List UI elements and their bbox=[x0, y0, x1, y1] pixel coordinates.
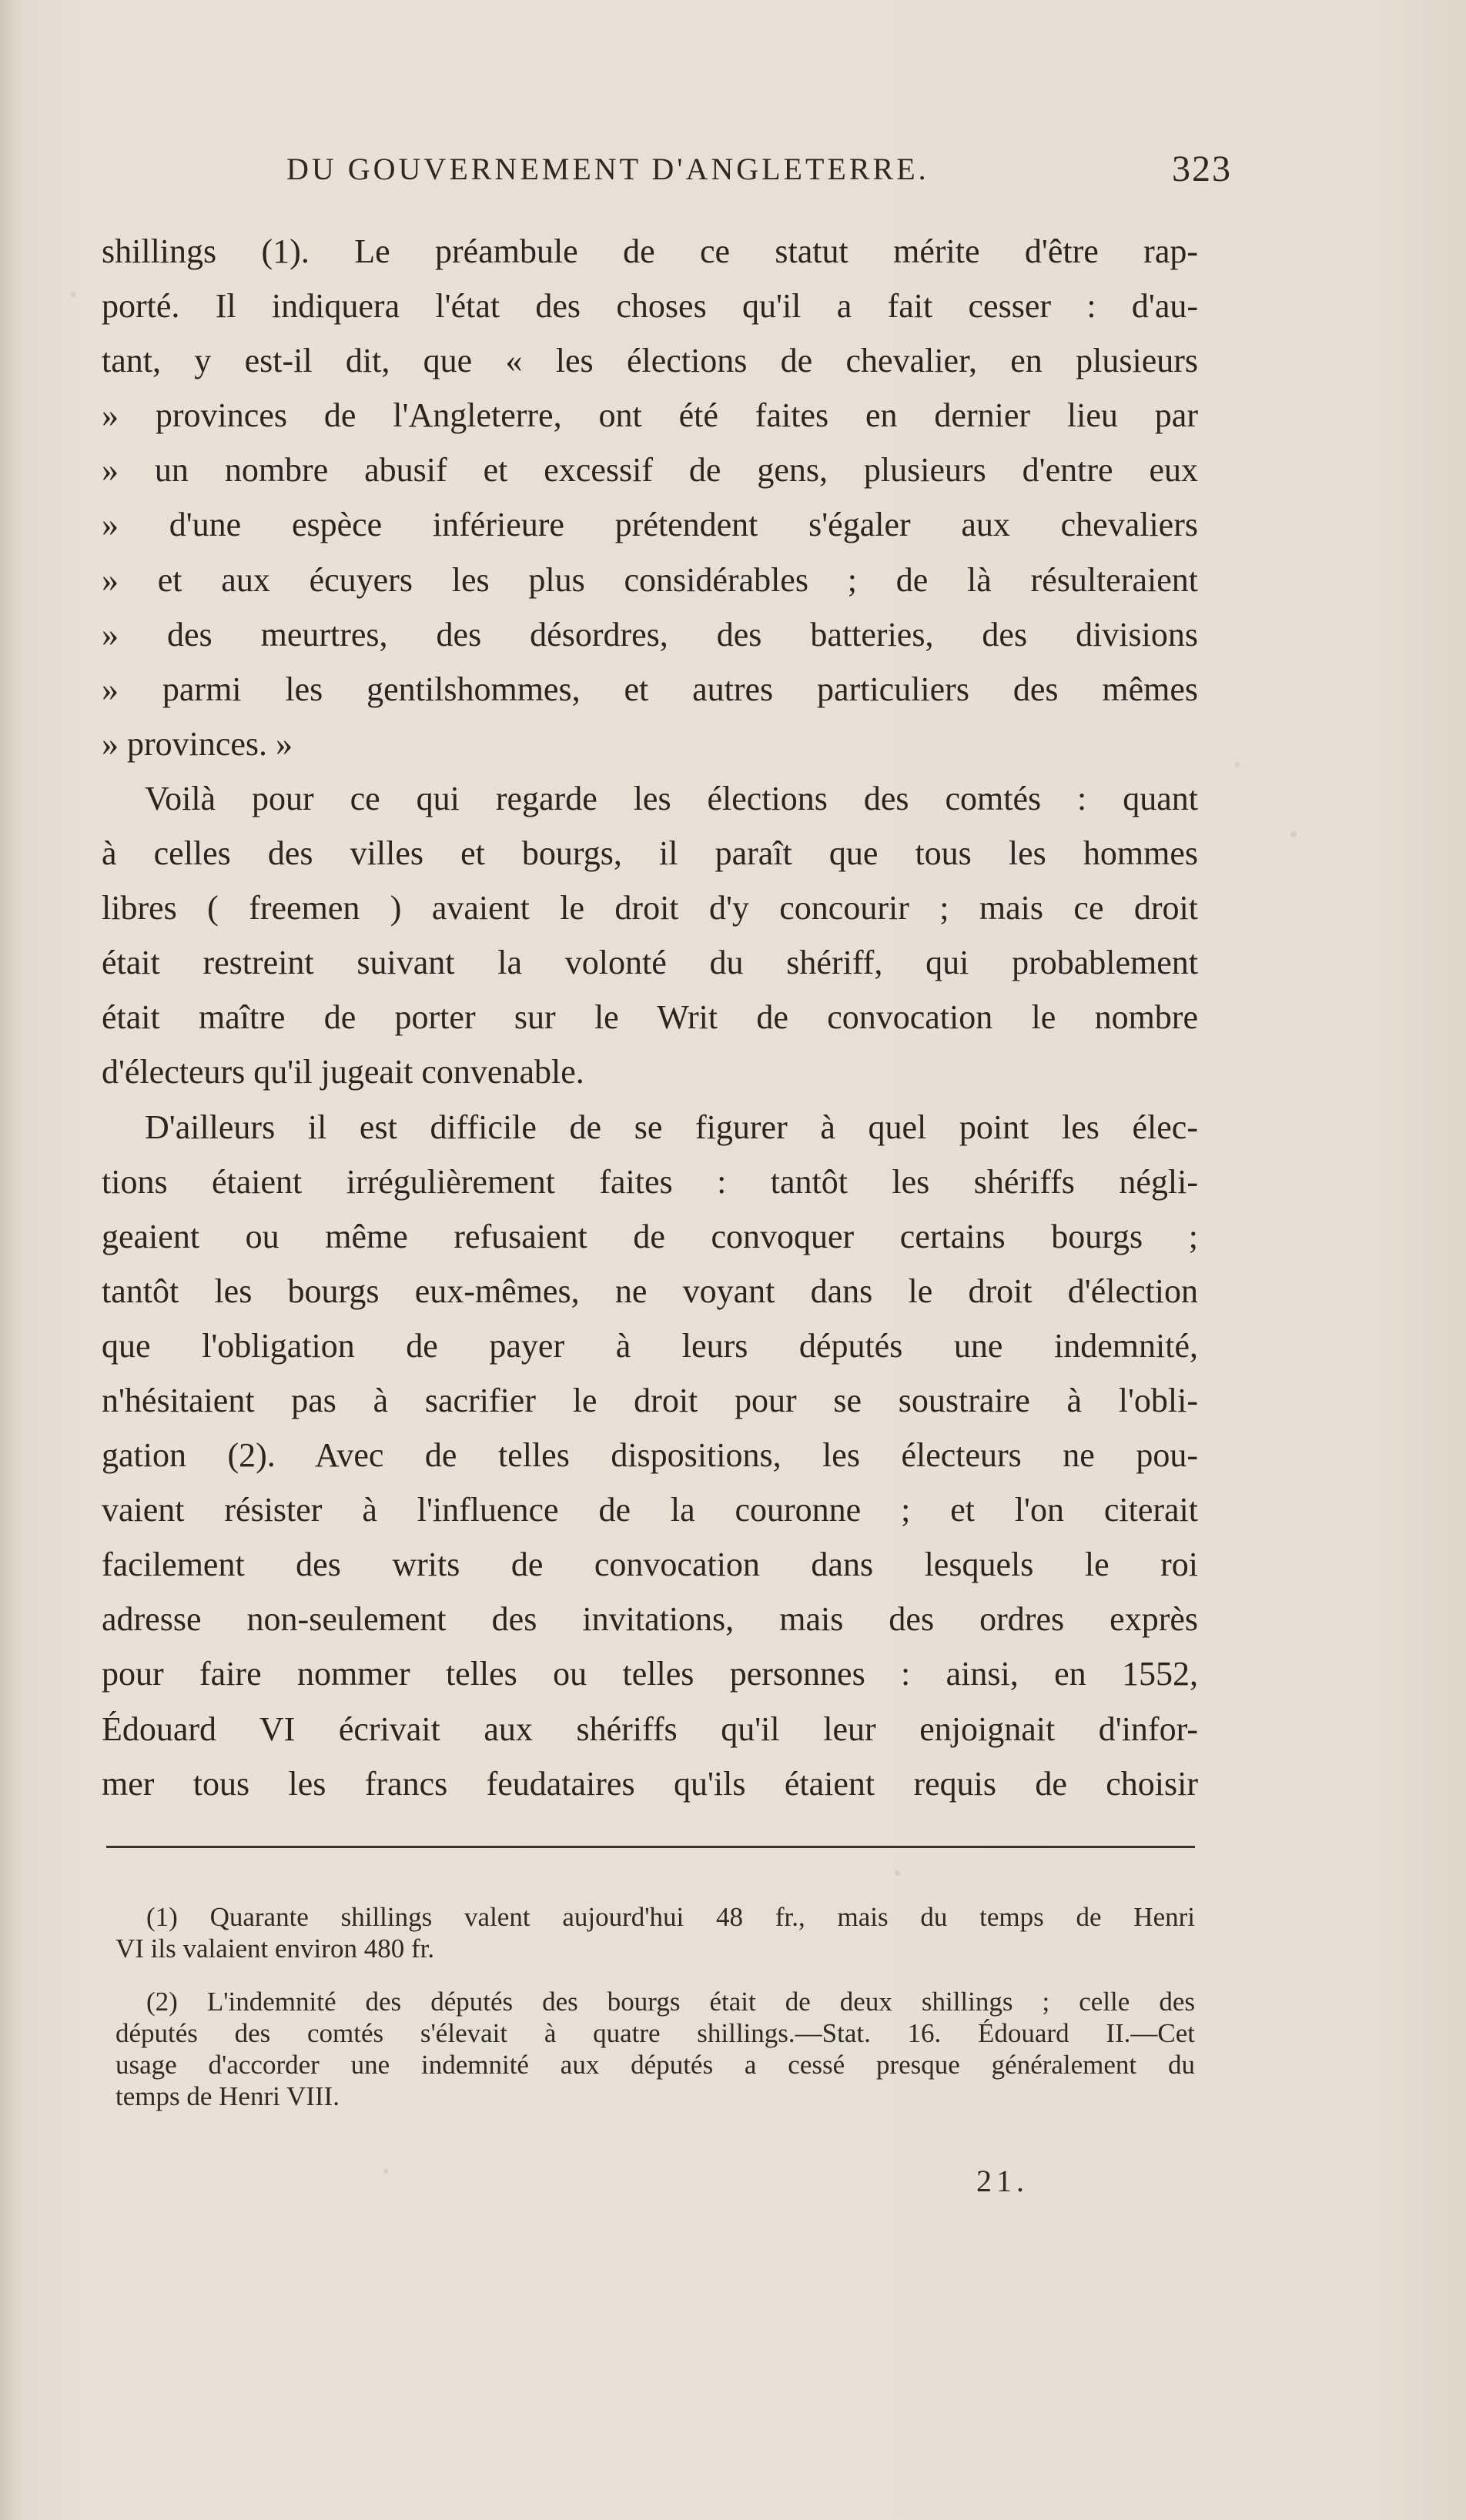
footnote-1 bbox=[115, 1901, 1195, 1964]
page-header bbox=[286, 151, 1232, 197]
text-line: tantôt les bourgs eux-mêmes, ne voyant dans le droit d'élection bbox=[102, 1272, 1198, 1310]
text-line: » parmi les gentilshommes, et autres particuliers des mêmes bbox=[102, 670, 1198, 708]
foxing-spot bbox=[895, 1870, 900, 1876]
foxing-spot bbox=[383, 2169, 388, 2174]
footnote-line: temps de Henri VIII. bbox=[115, 2081, 340, 2111]
footnote-line: députés des comtés s'élevait à quatre shillings.—Stat. 16. Édouard II.—Cet bbox=[115, 2018, 1195, 2048]
footnotes bbox=[115, 1901, 1195, 2112]
text-line: » des meurtres, des désordres, des batteries, des divisions bbox=[102, 615, 1198, 653]
text-line: » provinces. » bbox=[102, 724, 293, 763]
text-line: d'électeurs qu'il jugeait convenable. bbox=[102, 1053, 584, 1091]
paragraph-start: D'ailleurs il est difficile de se figurer à quel point les élec- bbox=[145, 1108, 1198, 1146]
text-line: tant, y est-il dit, que « les élections de chevalier, en plusieurs bbox=[102, 342, 1198, 380]
text-line: » d'une espèce inférieure prétendent s'égaler aux chevaliers bbox=[102, 506, 1198, 544]
text-line: » et aux écuyers les plus considérables ; de là résulteraient bbox=[102, 560, 1198, 599]
footnote-rule bbox=[106, 1846, 1195, 1848]
paragraph-start: Voilà pour ce qui regarde les élections des comtés : quant bbox=[145, 779, 1198, 817]
footnote-line: (2) L'indemnité des députés des bourgs était de deux shillings ; celle des bbox=[146, 1987, 1195, 2017]
footnote-2 bbox=[115, 1986, 1195, 2112]
text-line: » un nombre abusif et excessif de gens, plusieurs d'entre eux bbox=[102, 451, 1198, 490]
foxing-spot bbox=[71, 292, 75, 297]
text-line: mer tous les francs feudataires qu'ils étaient requis de choisir bbox=[102, 1764, 1198, 1803]
text-line: que l'obligation de payer à leurs députés une indemnité, bbox=[102, 1326, 1198, 1365]
text-line: libres ( freemen ) avaient le droit d'y concourir ; mais ce droit bbox=[102, 889, 1198, 927]
text-line: Édouard VI écrivait aux shériffs qu'il leur enjoignait d'infor- bbox=[102, 1710, 1198, 1748]
text-line: gation (2). Avec de telles dispositions, les électeurs ne pou- bbox=[102, 1436, 1198, 1475]
signature-mark: 21. bbox=[976, 2164, 1029, 2198]
text-line: » provinces de l'Angleterre, ont été faites en dernier lieu par bbox=[102, 396, 1198, 435]
footnote-line: usage d'accorder une indemnité aux députés a cessé presque généralement du bbox=[115, 2050, 1195, 2080]
text-line: facilement des writs de convocation dans lesquels le roi bbox=[102, 1546, 1198, 1584]
body-text bbox=[102, 224, 1198, 1811]
text-line: shillings (1). Le préambule de ce statut mérite d'être rap- bbox=[102, 232, 1198, 270]
text-line: adresse non-seulement des invitations, mais des ordres exprès bbox=[102, 1600, 1198, 1639]
text-line: n'hésitaient pas à sacrifier le droit pour se soustraire à l'obli- bbox=[102, 1381, 1198, 1419]
text-line: était restreint suivant la volonté du shériff, qui probablement bbox=[102, 944, 1198, 982]
page-number: 323 bbox=[1172, 149, 1232, 189]
text-line: à celles des villes et bourgs, il paraît que tous les hommes bbox=[102, 834, 1198, 873]
text-line: était maître de porter sur le Writ de convocation le nombre bbox=[102, 998, 1198, 1037]
text-line: geaient ou même refusaient de convoquer certains bourgs ; bbox=[102, 1217, 1198, 1255]
running-title: DU GOUVERNEMENT D'ANGLETERRE. bbox=[286, 152, 929, 186]
text-line: tions étaient irrégulièrement faites : tantôt les shériffs négli- bbox=[102, 1162, 1198, 1201]
text-line: porté. Il indiquera l'état des choses qu'il a fait cesser : d'au- bbox=[102, 287, 1198, 326]
foxing-spot bbox=[1290, 831, 1297, 837]
footnote-line: VI ils valaient environ 480 fr. bbox=[115, 1933, 435, 1964]
foxing-spot bbox=[1235, 762, 1240, 767]
text-line: pour faire nommer telles ou telles personnes : ainsi, en 1552, bbox=[102, 1655, 1198, 1693]
footnote-line: (1) Quarante shillings valent aujourd'hui 48 fr., mais du temps de Henri bbox=[146, 1902, 1195, 1932]
text-line: vaient résister à l'influence de la couronne ; et l'on citerait bbox=[102, 1491, 1198, 1529]
